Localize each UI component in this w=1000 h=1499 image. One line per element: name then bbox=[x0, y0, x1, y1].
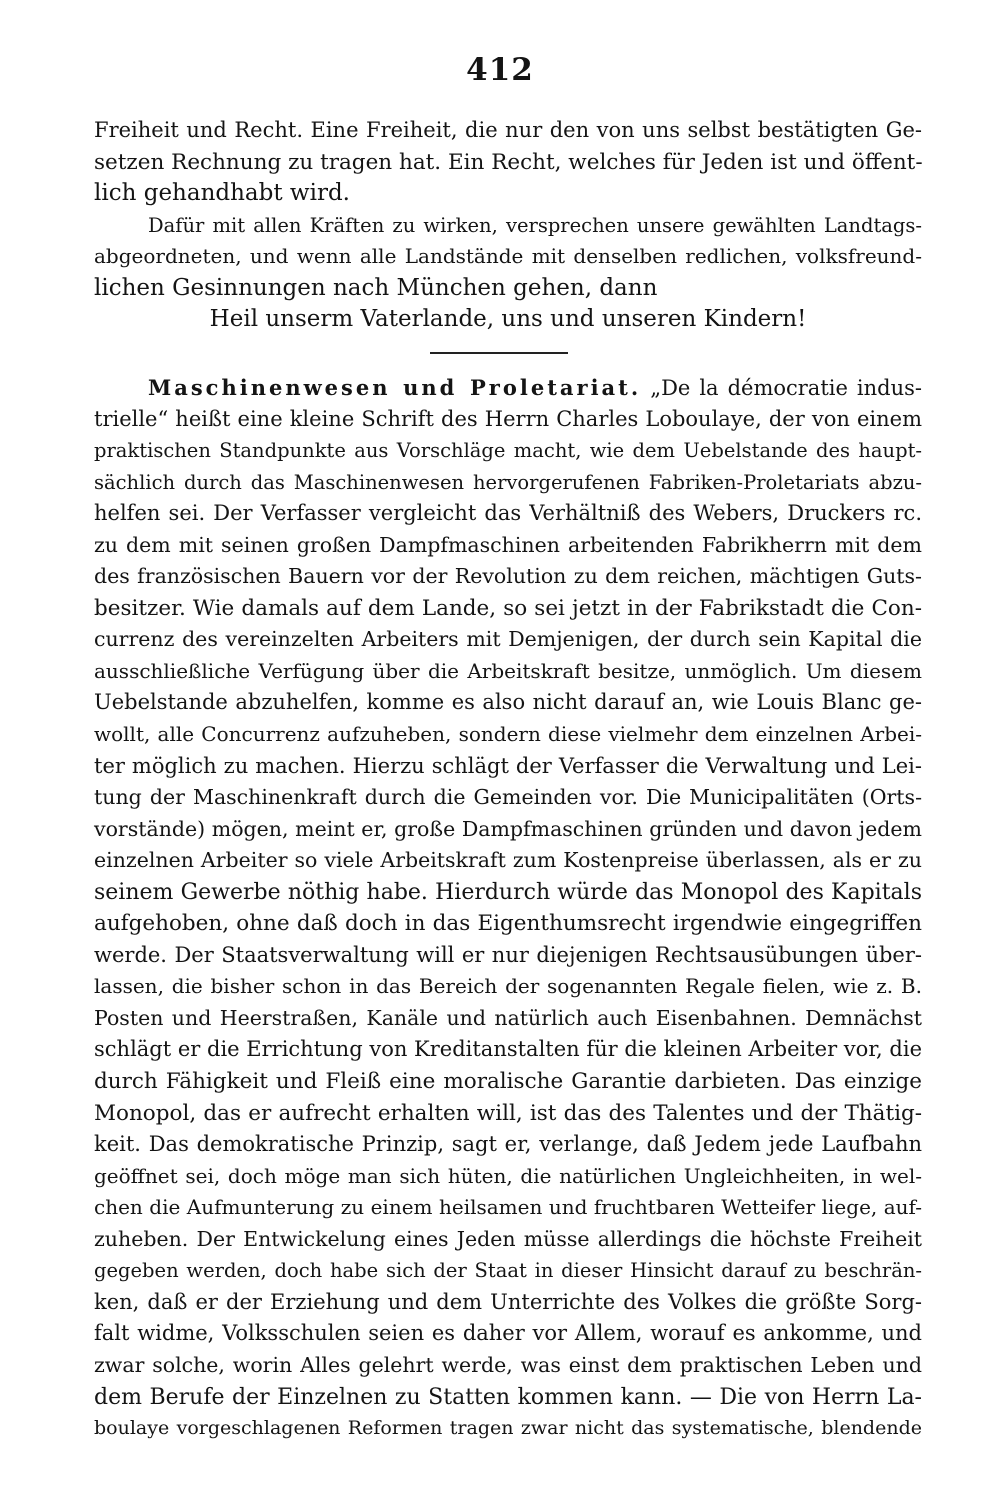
article-first-line-rest: „De la démocratie indus- bbox=[650, 376, 922, 400]
text-line: Posten und Heerstraßen, Kanäle und natürlich auch Eisenbahnen. Demnächst bbox=[94, 1005, 922, 1030]
text-line: currenz des vereinzelten Arbeiters mit Demjenigen, der durch sein Kapital die bbox=[94, 627, 922, 652]
text-line: setzen Rechnung zu tragen hat. Ein Recht, welches für Jeden ist und öffent- bbox=[94, 149, 923, 175]
text-line: lich gehandhabt wird. bbox=[94, 180, 350, 207]
text-line: tung der Maschinenkraft durch die Gemeinden vor. Die Municipalitäten (Orts- bbox=[94, 785, 922, 810]
text-line: ter möglich zu machen. Hierzu schlägt der Verfasser die Verwaltung und Lei- bbox=[94, 753, 922, 778]
text-line: Dafür mit allen Kräften zu wirken, versprechen unsere gewählten Landtags- bbox=[148, 213, 922, 237]
text-line: lichen Gesinnungen nach München gehen, dann bbox=[94, 274, 658, 301]
text-line: zwar solche, worin Alles gelehrt werde, was einst dem praktischen Leben und bbox=[94, 1352, 922, 1377]
text-line: gegeben werden, doch habe sich der Staat in dieser Hinsicht darauf zu beschrän- bbox=[94, 1259, 922, 1283]
text-line: Uebelstande abzuhelfen, komme es also nicht darauf an, wie Louis Blanc ge- bbox=[94, 690, 922, 715]
text-line: lassen, die bisher schon in das Bereich der sogenannten Regale fielen, wie z. B. bbox=[94, 974, 922, 999]
text-line: durch Fähigkeit und Fleiß eine moralische Garantie darbieten. Das einzige bbox=[94, 1069, 922, 1095]
text-line: Monopol, das er aufrecht erhalten will, ist das des Talentes und der Thätig- bbox=[94, 1100, 922, 1126]
text-line: Freiheit und Recht. Eine Freiheit, die nur den von uns selbst bestätigten Ge- bbox=[94, 118, 922, 142]
text-line: keit. Das demokratische Prinzip, sagt er, verlange, daß Jedem jede Laufbahn bbox=[94, 1132, 922, 1157]
section-divider bbox=[430, 352, 568, 354]
text-line: falt widme, Volksschulen seien es daher vor Allem, worauf es ankomme, und bbox=[94, 1321, 922, 1346]
text-line: des französischen Bauern vor der Revolution zu dem reichen, mächtigen Guts- bbox=[94, 564, 922, 589]
text-line: trielle“ heißt eine kleine Schrift des Herrn Charles Loboulaye, der von einem bbox=[94, 406, 922, 431]
text-line: wollt, alle Concurrenz aufzuheben, sondern diese vielmehr dem einzelnen Arbei- bbox=[94, 722, 922, 747]
article-section bbox=[94, 372, 922, 1445]
text-line: ausschließliche Verfügung über die Arbeitskraft besitze, unmöglich. Um diesem bbox=[94, 658, 922, 683]
text-line: boulaye vorgeschlagenen Reformen tragen zwar nicht das systematische, blendende bbox=[94, 1417, 922, 1440]
text-line: zu dem mit seinen großen Dampfmaschinen arbeitenden Fabrikherrn mit dem bbox=[94, 532, 922, 557]
text-line: praktischen Standpunkte aus Vorschläge macht, wie dem Uebelstande des haupt- bbox=[94, 439, 922, 463]
text-line: ken, daß er der Erziehung und dem Unterrichte des Volkes die größte Sorg- bbox=[94, 1289, 922, 1314]
text-line: einzelnen Arbeiter so viele Arbeitskraft zum Kostenpreise überlassen, als er zu bbox=[94, 848, 922, 873]
closing-exclamation: Heil unserm Vaterlande, uns und unseren Kindern! bbox=[209, 306, 807, 333]
page-number: 412 bbox=[466, 52, 534, 88]
text-line: vorstände) mögen, meint er, große Dampfmaschinen gründen und davon jedem bbox=[94, 816, 922, 841]
article-first-line bbox=[94, 372, 922, 404]
text-line: aufgehoben, ohne daß doch in das Eigenthumsrecht irgendwie eingegriffen bbox=[94, 911, 922, 937]
article-heading: Maschinenwesen und Proletariat. bbox=[148, 375, 642, 400]
text-line: zuheben. Der Entwickelung eines Jeden müsse allerdings die höchste Freiheit bbox=[94, 1226, 922, 1251]
text-line: chen die Aufmunterung zu einem heilsamen und fruchtbaren Wetteifer liege, auf- bbox=[94, 1195, 922, 1220]
text-line: besitzer. Wie damals auf dem Lande, so sei jetzt in der Fabrikstadt die Con- bbox=[94, 595, 922, 621]
top-section bbox=[94, 115, 922, 336]
text-line: sächlich durch das Maschinenwesen hervorgerufenen Fabriken-Proletariats abzu- bbox=[94, 470, 922, 494]
text-line: schlägt er die Errichtung von Kreditanstalten für die kleinen Arbeiter vor, die bbox=[94, 1037, 922, 1062]
text-line: seinem Gewerbe nöthig habe. Hierdurch würde das Monopol des Kapitals bbox=[94, 879, 922, 905]
text-line: geöffnet sei, doch möge man sich hüten, die natürlichen Ungleichheiten, in wel- bbox=[94, 1163, 922, 1188]
text-line: dem Berufe der Einzelnen zu Statten kommen kann. — Die von Herrn La- bbox=[94, 1384, 922, 1410]
text-line: abgeordneten, und wenn alle Landstände mit denselben redlichen, volksfreund- bbox=[94, 244, 922, 269]
text-line: werde. Der Staatsverwaltung will er nur diejenigen Rechtsausübungen über- bbox=[94, 942, 922, 967]
text-line: helfen sei. Der Verfasser vergleicht das Verhältniß des Webers, Druckers rc. bbox=[94, 501, 922, 526]
